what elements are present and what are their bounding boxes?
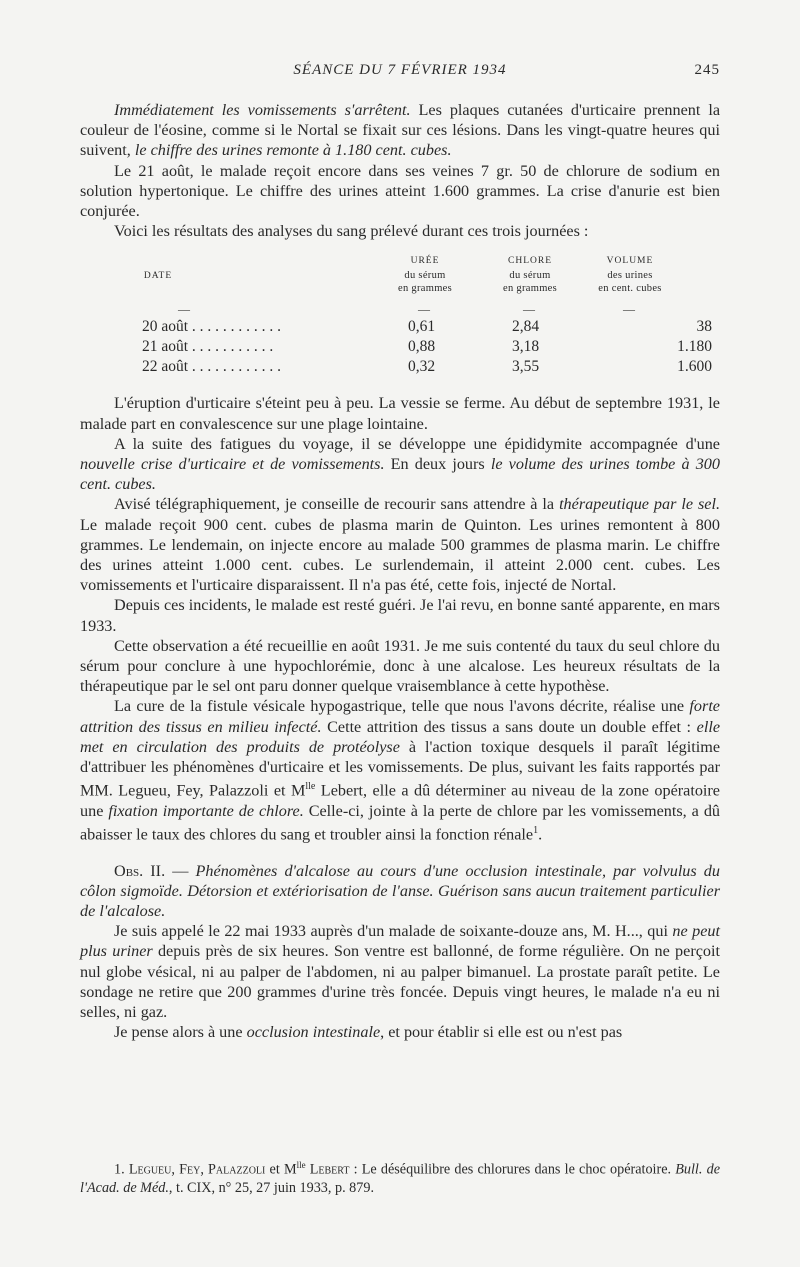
cell-date: 20 août . . . . . . . . . . . .	[142, 318, 282, 336]
text-run: .	[538, 825, 543, 844]
observation-label: Obs. II.	[114, 861, 166, 880]
header-dash: —	[418, 302, 430, 317]
header-volume	[580, 255, 680, 296]
text-run: Je pense alors à une	[114, 1023, 247, 1042]
body-text	[80, 100, 720, 1043]
table-row	[80, 317, 720, 337]
cell-chlore: 3,55	[512, 358, 540, 376]
cell-date: 22 août . . . . . . . . . . . .	[142, 358, 282, 376]
text-run: Le malade reçoit 900 cent. cubes de plasma marin de Quinton. Les urines remontent à 800 grammes. Le lendemain, on injecte encore au malade 500 grammes de plasma marin. Le chiffre des urines atteint 1.000 cent. cubes. Le surlendemain, il atteint 2.000 cent. cubes. Les vomissements et l'urticaire disparaissent. Il n'a pas été, cette fois, injecté de Nortal.	[80, 515, 720, 595]
text-run: à l'action toxique desquels il paraît légitime d'attribuer les phénomènes d'urticaire et les vomissements. De plus, suivant les faits rapportés par MM. Legueu, Fey, Palazzoli et M	[80, 737, 721, 800]
text-run: : Le déséquilibre des chlorures dans le choc opératoire.	[349, 1161, 676, 1178]
text-run: En deux jours	[384, 455, 491, 474]
italic-text: forte attrition des tissus en milieu infecté.	[80, 697, 720, 736]
cell-chlore: 2,84	[512, 318, 540, 336]
header-label: URÉE	[410, 256, 440, 267]
table-row	[80, 337, 720, 357]
paragraph	[80, 696, 720, 844]
table-row	[80, 357, 720, 377]
text-run: Les plaques cutanées d'urticaire prennent la couleur de l'éosine, comme si le Nortal se fixait sur ces lésions. Dans les vingt-quatre heures qui suivent,	[80, 101, 721, 160]
cell-uree: 0,88	[408, 338, 436, 356]
header-dash: —	[178, 302, 190, 317]
journal-title: Bull. de l'Acad. de Méd.	[80, 1161, 720, 1196]
superscript: lle	[305, 781, 316, 793]
header-label: du sérum	[509, 269, 551, 281]
superscript: lle	[296, 1160, 306, 1170]
header-label: VOLUME	[606, 256, 654, 267]
text-run: , et pour établir si elle est ou n'est pas	[380, 1023, 623, 1042]
header-date-label: DATE	[143, 271, 173, 282]
text-run: depuis près de six heures. Son ventre est ballonné, de forme régulière. On ne perçoit nul globe vésical, ni au palper de l'abdomen, ni au palper bimanuel. La prostate paraît petite. Le sondage ne retire que 200 grammes d'urine très foncée. Depuis vingt heures, le malade n'a eu ni selles, ni gaz.	[80, 942, 720, 1022]
text-run: A la suite des fatigues du voyage, il se développe une épididymite accompagnée d'une	[114, 434, 720, 453]
italic-text: Immédiatement les vomissements s'arrêtent.	[114, 101, 411, 119]
footnote-text	[80, 1156, 720, 1197]
italic-text: ne peut plus uriner	[80, 922, 720, 961]
running-header	[80, 62, 720, 84]
italic-text: nouvelle crise d'urticaire et de vomissements.	[80, 455, 385, 474]
italic-text: le chiffre des urines remonte à 1.180 cent. cubes.	[134, 141, 452, 160]
author-names: Lebert	[305, 1161, 350, 1178]
page-number: 245	[694, 62, 720, 78]
footnote-number: 1.	[114, 1161, 129, 1178]
header-date	[128, 269, 188, 284]
paragraph	[80, 921, 720, 1022]
paragraph: L'éruption d'urticaire s'éteint peu à peu. La vessie se ferme. Au début de septembre 1931, le malade part en convalescence sur une plage lointaine.	[80, 394, 720, 433]
header-label: CHLORE	[508, 256, 552, 267]
text-run: La cure de la fistule vésicale hypogastrique, telle que nous l'avons décrite, réalise une	[114, 697, 690, 716]
text-run: Celle-ci, jointe à la perte de chlore par les vomissements, a dû abaisser le taux des chlores du sang et troubler ainsi la fonction rénale	[80, 801, 721, 844]
paragraph: Cette observation a été recueillie en août 1931. Je me suis contenté du taux du seul chlore du sérum pour conclure à une hypochlorémie, donc à une alcalose. Les heureux résultats de la thérapeutique par le sel ont paru donner quelque vraisemblance à cette hypothèse.	[80, 636, 720, 696]
cell-date: 21 août . . . . . . . . . . .	[142, 338, 274, 356]
italic-text: elle met en circulation des produits de protéolyse	[80, 717, 721, 756]
header-chlore	[480, 255, 580, 296]
text-run: Cette attrition des tissus a sans doute un double effet :	[321, 717, 697, 736]
text-run: Lebert, elle a dû déterminer au niveau de la zone opératoire une	[80, 781, 720, 820]
italic-text: le volume des urines tombe à 300 cent. cubes.	[80, 455, 720, 494]
header-dash: —	[523, 302, 535, 317]
header-label: des urines	[607, 269, 653, 281]
blood-analysis-table	[80, 255, 720, 377]
italic-text: fixation importante de chlore.	[108, 801, 304, 820]
cell-volume: 38	[696, 318, 712, 336]
observation-heading	[80, 861, 720, 922]
paragraph: Le 21 août, le malade reçoit encore dans ses veines 7 gr. 50 de chlorure de sodium en solution hypertonique. Le chiffre des urines atteint 1.600 grammes. La crise d'anurie est bien conjurée.	[80, 161, 720, 221]
text-run: et M	[265, 1161, 297, 1178]
paragraph: Voici les résultats des analyses du sang prélevé durant ces trois journées :	[114, 222, 589, 241]
paragraph	[80, 100, 720, 161]
header-label: en grammes	[397, 283, 453, 295]
footnote	[80, 1156, 720, 1197]
header-dash: —	[623, 302, 635, 317]
paragraph: Depuis ces incidents, le malade est resté guéri. Je l'ai revu, en bonne santé apparente, en mars 1933.	[80, 596, 720, 635]
header-label: en grammes	[502, 283, 558, 295]
cell-volume: 1.180	[677, 338, 712, 356]
text-run: Je suis appelé le 22 mai 1933 auprès d'un malade de soixante-douze ans, M. H..., qui	[114, 922, 673, 941]
text-run: , t. CIX, n° 25, 27 juin 1933, p. 879.	[168, 1179, 375, 1196]
paragraph	[80, 434, 720, 495]
cell-uree: 0,61	[408, 318, 436, 336]
running-title: SÉANCE DU 7 FÉVRIER 1934	[293, 62, 507, 78]
italic-text: Phénomènes d'alcalose au cours d'une occlusion intestinale, par volvulus du côlon sigmoïde. Détorsion et extériorisation de l'anse. Guérison sans aucun traitement particulier de l'alcalose.	[80, 861, 720, 921]
italic-text: thérapeutique par le sel.	[559, 495, 720, 514]
header-label: du sérum	[404, 269, 446, 281]
header-uree	[375, 255, 475, 296]
paragraph	[80, 494, 720, 595]
footnote-ref: 1	[533, 825, 539, 837]
text-run: —	[165, 861, 196, 880]
text-run: Avisé télégraphiquement, je conseille de recourir sans attendre à la	[114, 495, 560, 514]
header-label: en cent. cubes	[598, 283, 662, 295]
paragraph	[80, 1022, 720, 1042]
italic-text: occlusion intestinale	[246, 1023, 381, 1042]
cell-chlore: 3,18	[512, 338, 540, 356]
cell-volume: 1.600	[677, 358, 712, 376]
cell-uree: 0,32	[408, 358, 436, 376]
author-names: Legueu, Fey, Palazzoli	[128, 1161, 266, 1178]
